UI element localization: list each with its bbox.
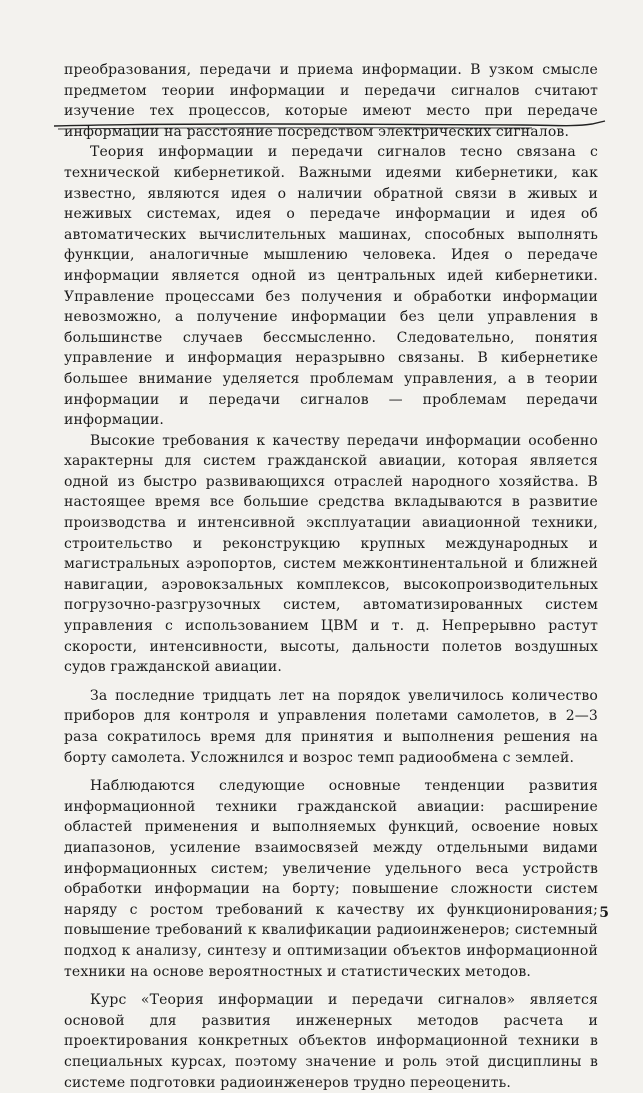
body-text <box>64 60 598 1093</box>
paragraph-4: За последние тридцать лет на порядок увеличилось количество приборов для контроля и управления полетами самолетов, в 2—3 раза сократилось время для принятия и выполнения решения на борту самолета. Усложнился и возрос темп радиообмена с землей. <box>64 687 598 766</box>
paragraph-3: Высокие требования к качеству передачи информации особенно характерны для систем гражданской авиации, которая является одной из быстро развивающихся отраслей народного хозяйства. В настоящее время все большие средства вкладываются в развитие производства и интенсивной эксплуатации авиационной техники, строительство и реконструкцию крупных международных и магистральных аэропортов, систем межконтинентальной и ближней навигации, аэровокзальных комплексов, высокопроизводительных погрузочно-разгрузочных систем, автоматизированных систем управления с использованием ЦВМ и т. д. Непрерывно растут скорости, интенсивности, высоты, дальности полетов воздушных судов гражданской авиации. <box>64 432 598 676</box>
page-number: 5 <box>599 905 609 921</box>
paragraph-5: Наблюдаются следующие основные тенденции развития информационной техники гражданской авиации: расширение областей применения и выполняемых функций, освоение новых диапазонов, усиление взаимосвязей между отдельными видами информационных систем; увеличение удельного веса устройств обработки информации на борту; повышение сложности систем наряду с ростом требований к качеству их функционирования; повышение требований к квалификации радиоинженеров; системный подход к анализу, синтезу и оптимизации объектов информационной техники на основе вероятностных и статистических методов. <box>64 778 598 980</box>
paragraph-1: преобразования, передачи и приема информации. В узком смысле предметом теории информации и передачи сигналов считают изучение тех процессов, которые имеют место при передаче информации на расстояние посредством электрических сигналов. <box>64 62 598 140</box>
paragraph-2: Теория информации и передачи сигналов тесно связана с технической кибернетикой. Важными идеями кибернетики, как известно, являются идея о наличии обратной связи в живых и неживых системах, идея о передаче информации и идея об автоматических вычислительных машинах, способных выполнять функции, аналогичные мышлению человека. Идея о передаче информации является одной из центральных идей кибернетики. Управление процессами без получения и обработки информации невозможно, а получение информации без цели управления в большинстве случаев бессмысленно. Следовательно, понятия управление и информация неразрывно связаны. В кибернетике большее внимание уделяется проблемам управления, а в теории информации и передачи сигналов — проблемам передачи информации. <box>64 144 598 429</box>
paragraph-6: Курс «Теория информации и передачи сигналов» является основой для развития инженерных методов расчета и проектирования конкретных объектов информационной техники в специальных курсах, поэтому значение и роль этой дисциплины в системе подготовки радиоинженеров трудно переоценить. <box>64 992 598 1091</box>
